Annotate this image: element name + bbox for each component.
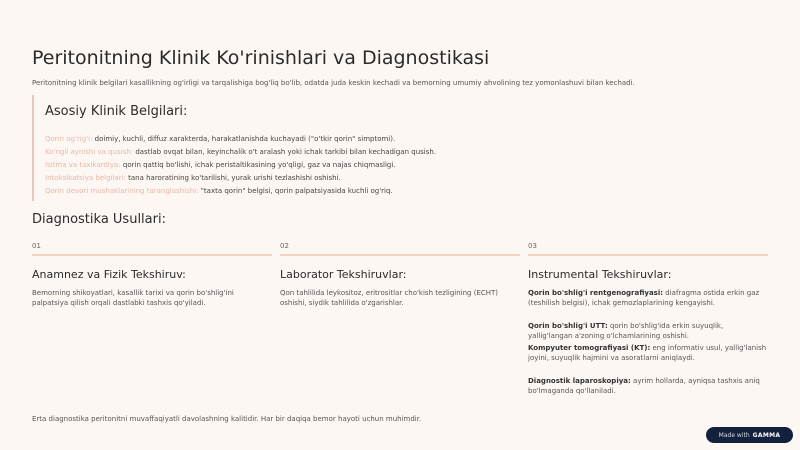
column-text: Bemorning shikoyatlari, kasallik tarixi va qorin bo'shlig'ini palpatsiya qilish orqali dastlabki tashxis qo'yiladi. [32, 289, 234, 307]
list-item [45, 146, 436, 159]
column-title: Laborator Tekshiruvlar: [280, 268, 407, 281]
list-item [528, 321, 768, 341]
clinical-signs-list [45, 133, 436, 198]
diagnostics-heading: Diagnostika Usullari: [32, 212, 166, 227]
list-item [45, 185, 436, 198]
sign-text: doimiy, kuchli, diffuz xarakterda, harakatlanishda kuchayadi ("o'tkir qorin" simptomi). [92, 135, 396, 143]
list-item [528, 343, 768, 363]
list-item [528, 288, 768, 308]
sign-key: Ko'ngil aynishi va qusish: [45, 148, 134, 156]
clinical-signs-heading: Asosiy Klinik Belgilari: [45, 104, 188, 119]
list-item [45, 133, 436, 146]
diagnostics-column-1 [32, 242, 272, 308]
column-divider [280, 254, 520, 256]
column-title: Instrumental Tekshiruvlar: [528, 268, 672, 281]
method-key: Diagnostik laparoskopiya: [528, 377, 631, 385]
sign-key: Qorin og'rig'i: [45, 135, 93, 143]
list-item [45, 159, 436, 172]
column-divider [32, 254, 272, 256]
sign-text: dastlab ovqat bilan, keyinchalik o't aralash yoki ichak tarkibi bilan kechadigan qusish. [133, 148, 437, 156]
method-key: Kompyuter tomografiyasi (KT): [528, 344, 651, 352]
method-key: Qorin bo'shlig'i UTT: [528, 322, 608, 330]
diagnostics-column-3 [528, 242, 768, 396]
step-number: 03 [528, 242, 537, 250]
method-text: diafragma ostida erkin gaz (teshilish belgisi), ichak gemozlaplarining kengayishi. [528, 289, 760, 307]
method-key: Qorin bo'shlig'i rentgenografiyasi: [528, 289, 664, 297]
method-text: ayrim hollarda, ayniqsa tashxis aniq bo'lmaganda qo'llaniladi. [528, 377, 760, 395]
badge-prefix: Made with [718, 431, 750, 439]
list-item [528, 376, 768, 396]
sign-text: tana haroratining ko'tarilishi, yurak urishi tezlashishi oshishi. [125, 174, 341, 182]
sign-key: Intoksikatsiya belgilari: [45, 174, 126, 182]
clinical-signs-callout [32, 95, 437, 201]
made-with-gamma-badge[interactable] [706, 427, 793, 443]
footer-note: Erta diagnostika peritonitni muvaffaqiyatli davolashning kalitidir. Har bir daqiqa bemor hayoti uchun muhimdir. [32, 415, 422, 423]
method-text: qorin bo'shlig'ida erkin suyuqlik, yallig'langan a'zoning o'lchamlarining oshishi. [528, 322, 724, 340]
method-text: eng informativ usul, yallig'lanish joyini, suyuqlik hajmini va asoratlarni aniqlaydi. [528, 344, 767, 362]
list-item [45, 172, 436, 185]
column-title: Anamnez va Fizik Tekshiruv: [32, 268, 186, 281]
step-number: 02 [280, 242, 289, 250]
sign-key: Qorin devori mushaklarining taranglashishi: [45, 187, 199, 195]
step-number: 01 [32, 242, 41, 250]
intro-text: Peritonitning klinik belgilari kasallikning og'irligi va tarqalishiga bog'liq bo'lib, odatda juda keskin kechadi va bemorning umumiy ahvolining tez yomonlashuvi bilan kechadi. [32, 79, 635, 87]
sign-key: Isitma va taxikardiya: [45, 161, 121, 169]
sign-text: qorin qattiq bo'lishi, ichak peristaltikasining yo'qligi, gaz va najas chiqmasligi. [120, 161, 396, 169]
gamma-logo: GAMMA [752, 431, 781, 439]
sign-text: "taxta qorin" belgisi, qorin palpatsiyasida kuchli og'riq. [198, 187, 393, 195]
column-text: Qon tahlilida leykositoz, eritrositlar cho'kish tezligining (ECHT) oshishi, siydik tahlilida o'zgarishlar. [280, 289, 499, 307]
page-title: Peritonitning Klinik Ko'rinishlari va Diagnostikasi [32, 46, 490, 69]
diagnostics-column-2 [280, 242, 520, 308]
column-divider [528, 254, 768, 256]
